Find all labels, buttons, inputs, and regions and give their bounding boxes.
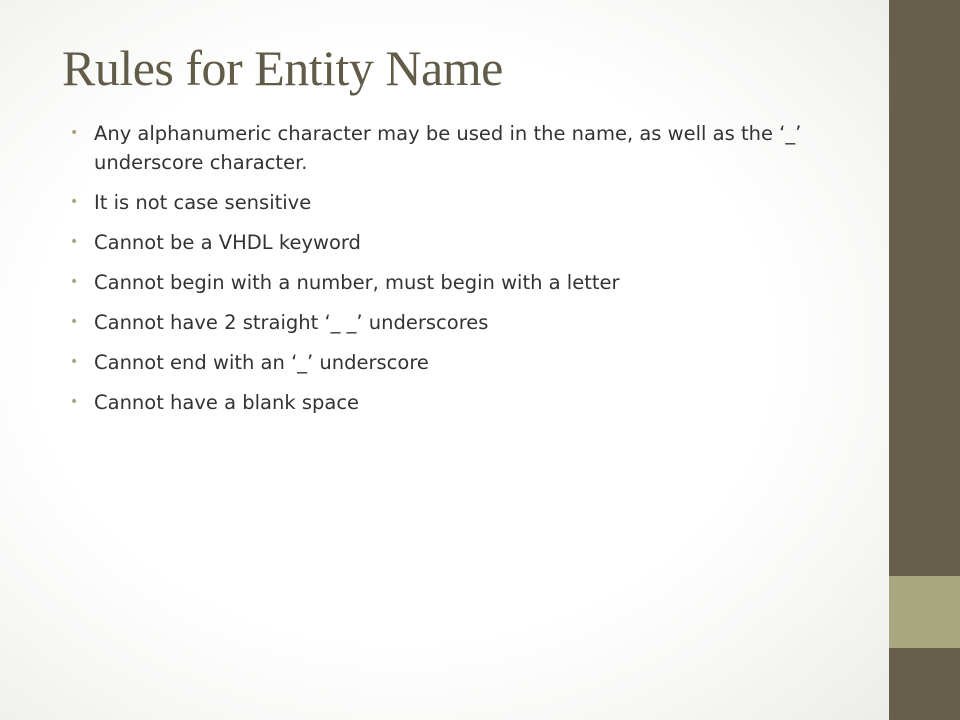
bullet-dot-icon: •: [70, 314, 79, 330]
bullet-dot-icon: •: [70, 194, 79, 210]
bullet-text: Cannot have a blank space: [94, 391, 360, 414]
bullet-dot-icon: •: [70, 125, 79, 141]
bullet-item: [70, 308, 870, 337]
sidebar-accent-block: [889, 576, 960, 648]
bullet-item: [70, 188, 870, 217]
bullet-item: [70, 228, 870, 257]
bullet-dot-icon: •: [70, 354, 79, 370]
bullet-item: [70, 268, 870, 297]
slide-title: Rules for Entity Name: [62, 40, 503, 96]
bullet-text: Cannot have 2 straight ‘_ _’ underscores: [94, 311, 489, 334]
bullet-text: Cannot be a VHDL keyword: [94, 231, 361, 254]
bullet-text: It is not case sensitive: [94, 191, 312, 214]
bullet-text: Cannot end with an ‘_’ underscore: [94, 351, 429, 374]
bullet-item: [70, 348, 870, 377]
bullet-dot-icon: •: [70, 274, 79, 290]
bullet-item: [70, 388, 870, 417]
bullet-text: Any alphanumeric character may be used in the name, as well as the ‘_’ underscore character.: [94, 122, 802, 174]
bullet-dot-icon: •: [70, 394, 79, 410]
bullet-text: Cannot begin with a number, must begin with a letter: [94, 271, 620, 294]
bullet-dot-icon: •: [70, 234, 79, 250]
bullet-list: [70, 119, 870, 428]
bullet-item: [70, 119, 870, 177]
